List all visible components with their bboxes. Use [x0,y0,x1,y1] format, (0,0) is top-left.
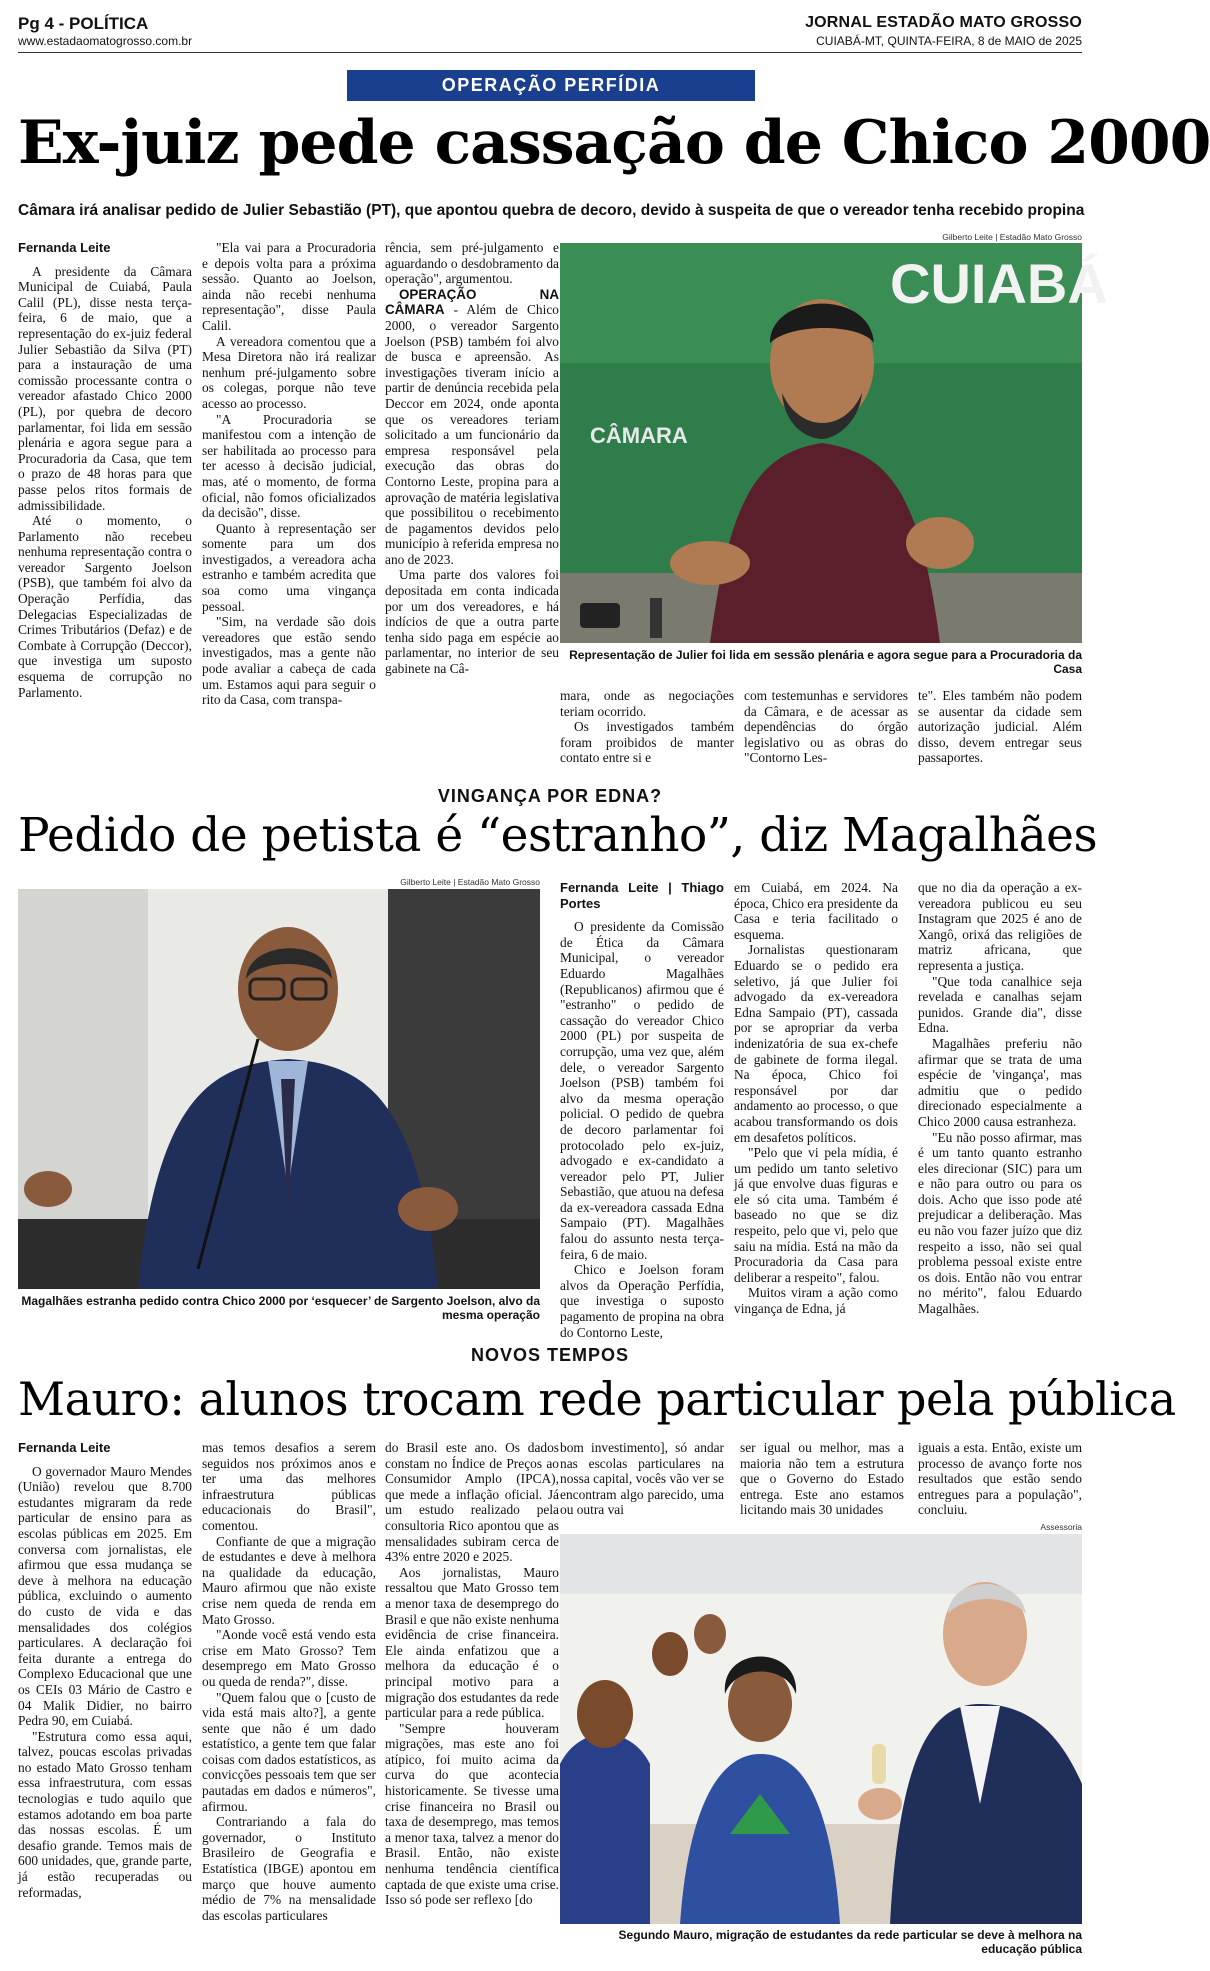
paragraph: Chico e Joelson foram alvos da Operação Perfídia, que investiga o suposto pagamento de propina na obra do Contorno Leste, [560,1262,724,1340]
paragraph: Jornalistas questionaram Eduardo se o pedido era seletivo, já que Julier foi advogado da ex-vereadora Edna Sampaio (PT), cassada por se apropriar da verba indenizatória de sua ex-chefe de gabinete de forma ilegal. Na época, Chico foi responsável por dar andamento ao processo, o que acabou transformando os dois em desafetos políticos. [734,942,898,1145]
paragraph: Até o momento, o Parlamento não recebeu nenhuma representação contra o vereador Sargento Joelson (PSB), que também foi alvo da Operação Perfídia, das Delegacias Especializadas de Crimes Tributários (Defaz) e de Combate à Corrupção (Deccor), que investiga um suposto esquema de corrupção no Parlamento. [18,513,192,700]
paragraph: "Sim, na verdade são dois vereadores que estão sendo investigados, mas a gente não pode avaliar a cabeça de cada um. Estamos aqui para seguir o rito da Casa, com transpa- [202,614,376,708]
story1-byline: Fernanda Leite [18,240,111,255]
paragraph: O governador Mauro Mendes (União) revelou que 8.700 estudantes migraram da rede particular de ensino para as escolas públicas em 2025. Em conversa com jornalistas, ele afirmou que essa mudança se deve à melhora na educação pública, excluindo o aumento do custo de vida e das mensalidades dos colégios particulares. A declaração foi feita durante a entrega do Complexo Educacional que une os CEIs 03 Mário de Castro e 04 Malik Didier, no bairro Pedra 90, em Cuiabá. [18,1463,192,1729]
story3-photo-art [560,1534,1082,1924]
paragraph: A presidente da Câmara Municipal de Cuiabá, Paula Calil (PL), disse nesta terça-feira, 6 de maio, que a representação do ex-juiz federal Julier Sebastião da Silva (PT) para a instauração de uma comissão processante contra o vereador afastado Chico 2000 (PL), por quebra de decoro parlamentar, foi lida em sessão plenária e agora segue para a Procuradoria da Casa, que tem o prazo de 48 horas para que passe pelos ritos formais de admissibilidade. [18,263,192,513]
story3-caption: Segundo Mauro, migração de estudantes da rede particular se deve à melhora na educação pública [618,1928,1082,1956]
story1-kicker: OPERAÇÃO PERFÍDIA [347,70,755,101]
paragraph: mara, onde as negociações teriam ocorrido. [560,688,734,719]
paper-name: JORNAL ESTADÃO MATO GROSSO [805,14,1082,31]
paragraph: "Aonde você está vendo esta crise em Mato Grosso? Tem desemprego em Mato Grosso ou queda de renda?", disse. [202,1627,376,1689]
dateline: CUIABÁ-MT, QUINTA-FEIRA, 8 de MAIO de 2025 [816,34,1082,48]
paragraph: "Ela vai para a Procuradoria e depois volta para a próxima sessão. Quanto ao Joelson, ainda não recebi nenhuma representação", disse Paula Calil. [202,240,376,333]
paragraph: "Pelo que vi pela mídia, é um pedido um tanto seletivo já que envolve duas figuras e ele só cita uma. Também é baseado no que se diz respeito, pelo que vi, pelo que saiu na mídia. Está na mão da Procuradoria da Casa para deliberar a respeito", falou. [734,1145,898,1285]
wall-text-camara: CÂMARA [590,423,688,448]
paragraph: "Estrutura como essa aqui, talvez, poucas escolas privadas no estado Mato Grosso tenham essa infraestrutura, com essas tecnologias e tudo aquilo que estamos adotando em boa parte das nossas escolas. É um desafio grande. Temos mais de 600 unidades, que, grande parte, já estão recuperadas ou reformadas, [18,1728,192,1900]
story1-photo [560,243,1108,643]
paragraph: O presidente da Comissão de Ética da Câmara Municipal, o vereador Eduardo Magalhães (Republicanos) afirmou que é "estranho" o pedido de cassação do vereador Chico 2000 (PL) por suspeita de corrupção, uma vez que, além dele, o vereador Sargento Joelson (PSB) também foi alvo da mesma operação policial. O pedido de quebra de decoro parlamentar foi protocolado pelo ex-juiz, advogado e ex-candidato a vereador pelo PT, Julier Sebastião, que atuou na defesa da ex-vereadora cassada Edna Sampaio (PT). Magalhães falou do assunto nesta terça-feira, 6 de maio. [560,919,724,1262]
paragraph: bom investimento], só andar nas escolas particulares na nossa capital, vocês vão ver se encontram algo parecido, uma ou outra vai [560,1440,724,1518]
story3-col5 [740,1440,904,1520]
paragraph: Uma parte dos valores foi depositada em conta indicada por um dos vereadores, e há indícios de que a outra parte tenha sido paga em espécie ao parlamentar, no interior de seu gabinete na Câ- [385,567,559,677]
story1-photo-credit: Gilberto Leite | Estadão Mato Grosso [942,232,1082,242]
story3-headline: Mauro: alunos trocam rede particular pela pública [18,1372,1176,1426]
story1-col5 [744,688,908,768]
story1-subhead: Câmara irá analisar pedido de Julier Sebastião (PT), que apontou quebra de decoro, devido à suspeita de que o vereador tenha recebido propina [18,202,1085,219]
story3-col2 [202,1440,376,1960]
story2-kicker: VINGANÇA POR EDNA? [437,786,663,806]
story1-col3 [385,240,559,678]
paragraph: Confiante de que a migração de estudantes e deve à melhora na qualidade da educação, Mauro afirmou que não existe crise nem queda de renda em Mato Grosso. [202,1533,376,1627]
paragraph: Magalhães preferiu não afirmar que se trata de uma espécie de 'vingança', mas admitiu que o pedido direcionado especialmente a Chico 2000 causa estranheza. [918,1035,1082,1129]
story3-col4 [560,1440,724,1520]
paragraph: "Eu não posso afirmar, mas é um tanto quanto estranho eles direcionar (SIC) para um e não para outro ou para os dois. Acho que isso pode até prejudicar a deliberação. Mas eu não vou fazer juízo que diz respeito a isso, não sei qual problema pessoal existe entre os dois. Então não vou entrar no mérito", falou Eduardo Magalhães. [918,1129,1082,1317]
story2-caption: Magalhães estranha pedido contra Chico 2000 por ‘esquecer’ de Sargento Joelson, alvo da mesma operação [21,1294,540,1322]
story1-col1 [18,240,192,765]
story3-photo-credit: Assessoria [1040,1522,1082,1532]
story3-kicker: NOVOS TEMPOS [470,1345,630,1365]
page-section: Pg 4 - POLÍTICA [18,14,149,33]
story1-photo-art [560,243,1108,643]
paragraph: "A Procuradoria se manifestou com a intenção de ser habilitada ao processo para ter acesso à decisão judicial, mas, até o momento, de forma oficial, não fomos oficializados da decisão", disse. [202,411,376,521]
wall-text-cuiaba: CUIABÁ [890,252,1108,315]
story1-headline: Ex-juiz pede cassação de Chico 2000 [18,108,1210,178]
paragraph: que no dia da operação a ex-vereadora publicou eu seu Instagram que 2025 é ano de Xangô, orixá das religiões de matriz africana, que representa a justiça. [918,880,1082,973]
story3-col1 [18,1440,192,1960]
story2-photo-credit: Gilberto Leite | Estadão Mato Grosso [400,877,540,887]
story2-photo [18,889,540,1289]
paragraph: "Sempre houveram migrações, mas este ano foi atípico, foi muito acima da curva do que acontecia historicamente. Se tivesse uma crise financeira no Brasil ou taxa de desemprego, mas temos a menor taxa, talvez a menor do Brasil. Então, não existe nenhuma tendência científica captada de que existe uma crise. Isso só pode ser reflexo [do [385,1720,559,1908]
paragraph: com testemunhas e servidores da Câmara, e de acessar as dependências do órgão legislativo ou as obras do "Contorno Les- [744,688,908,766]
story2-col1 [560,880,724,1340]
story2-col2 [734,880,898,1325]
paragraph: te". Eles também não podem se ausentar da cidade sem autorização judicial. Além disso, devem entregar seus passaportes. [918,688,1082,766]
story2-byline: Fernanda Leite | Thiago Portes [560,880,724,911]
paragraph: Muitos viram a ação como vingança de Edna, já [734,1285,898,1317]
paragraph: A vereadora comentou que a Mesa Diretora não irá realizar nenhum pré-julgamento sobre os colegas, porque não teve acesso ao processo. [202,333,376,411]
paragraph: Aos jornalistas, Mauro ressaltou que Mato Grosso tem a menor taxa de desemprego do Brasil e que não existe nenhuma evidência de crise financeira. Ele ainda enfatizou que a melhora da educação é o principal motivo para a migração dos estudantes da rede particular para a rede pública. [385,1564,559,1721]
story3-byline: Fernanda Leite [18,1440,111,1455]
paragraph: em Cuiabá, em 2024. Na época, Chico era presidente da Casa e teria facilitado o esquema. [734,880,898,942]
paragraph: - Além de Chico 2000, o vereador Sargento Joelson (PSB) também foi alvo de busca e apreensão. As investigações tiveram início a partir de denúncia recebida pela Deccor em 2024, onde aponta que os vereadores teriam solicitado a um funcionário da empresa responsável pela execução das obras do Contorno Leste, propina para a aprovação de matéria legislativa que possibilitou o recebimento de pagamentos devidos pelo município à referida empresa no ano de 2023. [385,302,559,567]
story2-col3 [918,880,1082,1325]
site-url[interactable]: www.estadaomatogrosso.com.br [18,34,193,48]
paragraph: ser igual ou melhor, mas a maioria não tem a estrutura que o Governo do Estado entrega. Este ano estamos licitando mais 30 unidades [740,1440,904,1518]
story1-caption: Representação de Julier foi lida em sessão plenária e agora segue para a Procuradoria da Casa [569,648,1082,676]
paragraph: iguais a esta. Então, existe um processo de avanço forte nos resultados que estão sendo entregues para a população", concluiu. [918,1440,1082,1518]
paragraph: "Quem falou que o [custo de vida está mais alto?], a gente sente que não é um dado estatístico, a gente tem que falar coisas com dados estatísticos, as convicções pessoais tem que ser pautadas em dados e números", afirmou. [202,1689,376,1814]
story1-col6 [918,688,1082,768]
paragraph: Os investigados também foram proibidos de manter contato entre si e [560,719,734,766]
story1-col2 [202,240,376,765]
paragraph: "Que toda canalhice seja revelada e canalhas sejam punidos. Grande dia", disse Edna. [918,973,1082,1036]
story3-col6 [918,1440,1082,1520]
story3-col3 [385,1440,559,1960]
story2-headline: Pedido de petista é “estranho”, diz Magalhães [18,808,1098,863]
paragraph: do Brasil este ano. Os dados constam no Índice de Preços ao Consumidor Amplo (IPCA), que mede a inflação oficial. Já um estudo realizado pela consultoria Rico apontou que as mensalidades subiram cerca de 43% entre 2020 e 2025. [385,1440,559,1565]
subsection-title: OPERAÇÃO NA CÂMARA [385,286,559,318]
paragraph: mas temos desafios a serem seguidos nos próximos anos e ter uma das melhores infraestrutura públicas educacionais do Brasil", comentou. [202,1440,376,1533]
story2-photo-art [18,889,540,1289]
story3-photo [560,1534,1082,1924]
paragraph: Quanto à representação ser somente para um dos investigados, a vereadora acha estranho e também acredita que soa como uma vingança pessoal. [202,520,376,614]
paragraph: Contrariando a fala do governador, o Instituto Brasileiro de Geografia e Estatística (IBGE) apontou em março que houve aumento médio de 7% na mensalidade das escolas particulares [202,1814,376,1923]
story1-col4 [560,688,734,768]
paragraph: rência, sem pré-julgamento e aguardando o desdobramento da operação", argumentou. [385,240,559,287]
page-header [18,12,1082,53]
